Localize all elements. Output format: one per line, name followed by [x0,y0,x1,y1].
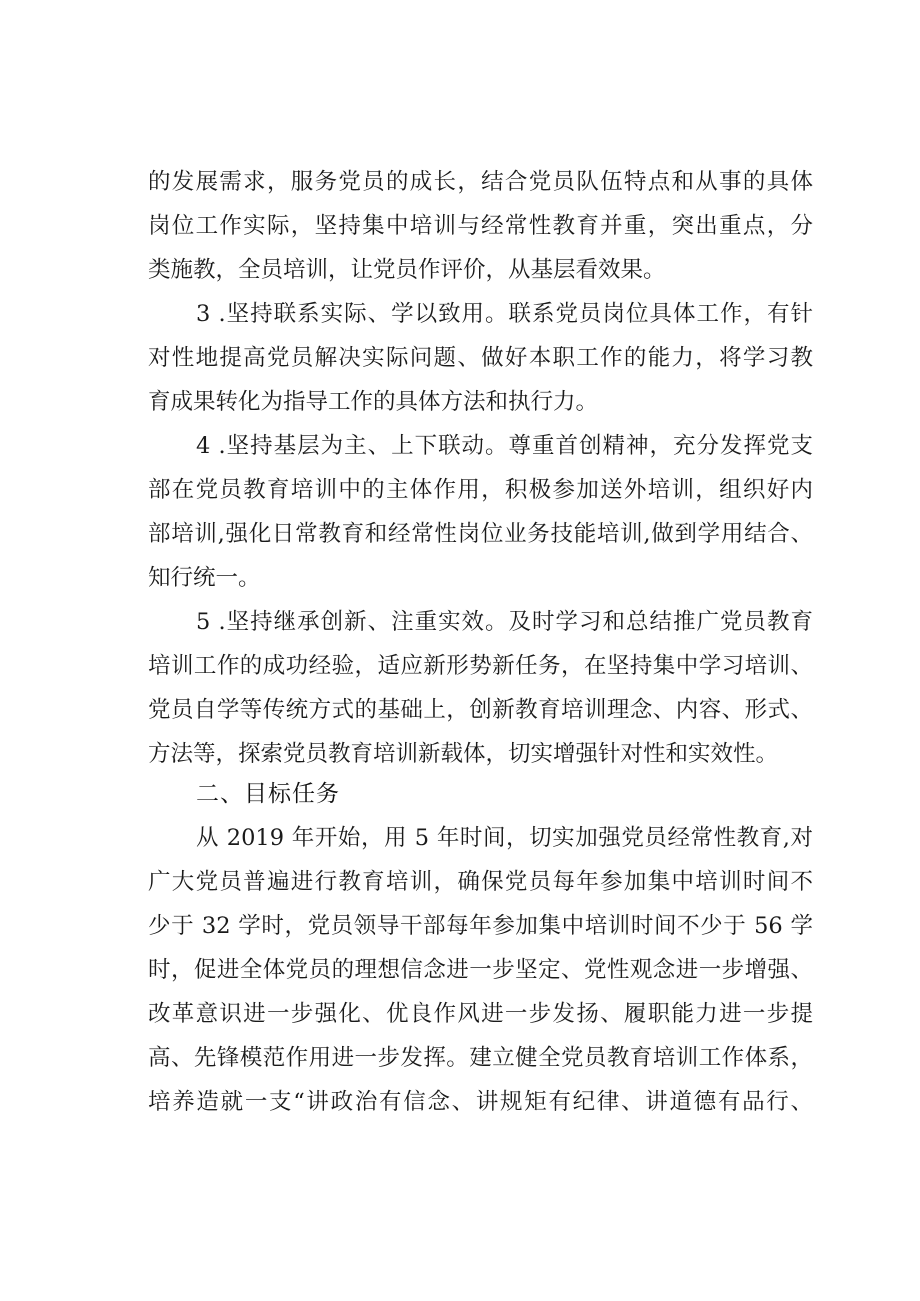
paragraph-line: 培养造就一支“讲政治有信念、讲规矩有纪律、讲道德有品行、 [148,1089,813,1115]
paragraph-line: 少于 32 学时，党员领导干部每年参加集中培训时间不少于 56 学 [148,913,813,939]
paragraph-line: 部培训,强化日常教育和经常性岗位业务技能培训,做到学用结合、 [148,521,813,547]
paragraph-line: 方法等，探索党员教育培训新载体，切实增强针对性和实效性。 [148,741,779,767]
paragraph-line: 岗位工作实际，坚持集中培训与经常性教育并重，突出重点，分 [148,213,813,239]
paragraph-line: 5 .坚持继承创新、注重实效。及时学习和总结推广党员教育 [196,609,813,635]
paragraph-line: 培训工作的成功经验，适应新形势新任务，在坚持集中学习培训、 [148,653,813,679]
section-heading: 二、目标任务 [196,781,340,807]
paragraph-line: 党员自学等传统方式的基础上，创新教育培训理念、内容、形式、 [148,697,813,723]
paragraph-line: 部在党员教育培训中的主体作用，积极参加送外培训，组织好内 [148,477,813,503]
paragraph-line: 类施教，全员培训，让党员作评价，从基层看效果。 [148,257,666,283]
paragraph-line: 高、先锋模范作用进一步发挥。建立健全党员教育培训工作体系， [148,1045,813,1071]
paragraph-line: 时，促进全体党员的理想信念进一步坚定、党性观念进一步增强、 [148,957,813,983]
paragraph-line: 改革意识进一步强化、优良作风进一步发扬、履职能力进一步提 [148,1001,813,1027]
paragraph-line: 育成果转化为指导工作的具体方法和执行力。 [148,389,599,415]
paragraph-line: 广大党员普遍进行教育培训，确保党员每年参加集中培训时间不 [148,869,813,895]
paragraph-line: 4 .坚持基层为主、上下联动。尊重首创精神，充分发挥党支 [196,433,813,459]
paragraph-line: 3 .坚持联系实际、学以致用。联系党员岗位具体工作，有针 [196,301,813,327]
paragraph-line: 从 2019 年开始，用 5 年时间，切实加强党员经常性教育,对 [196,825,813,851]
paragraph-line: 知行统一。 [148,565,261,591]
paragraph-line: 的发展需求，服务党员的成长，结合党员队伍特点和从事的具体 [148,169,813,195]
paragraph-line: 对性地提高党员解决实际问题、做好本职工作的能力，将学习教 [148,345,813,371]
